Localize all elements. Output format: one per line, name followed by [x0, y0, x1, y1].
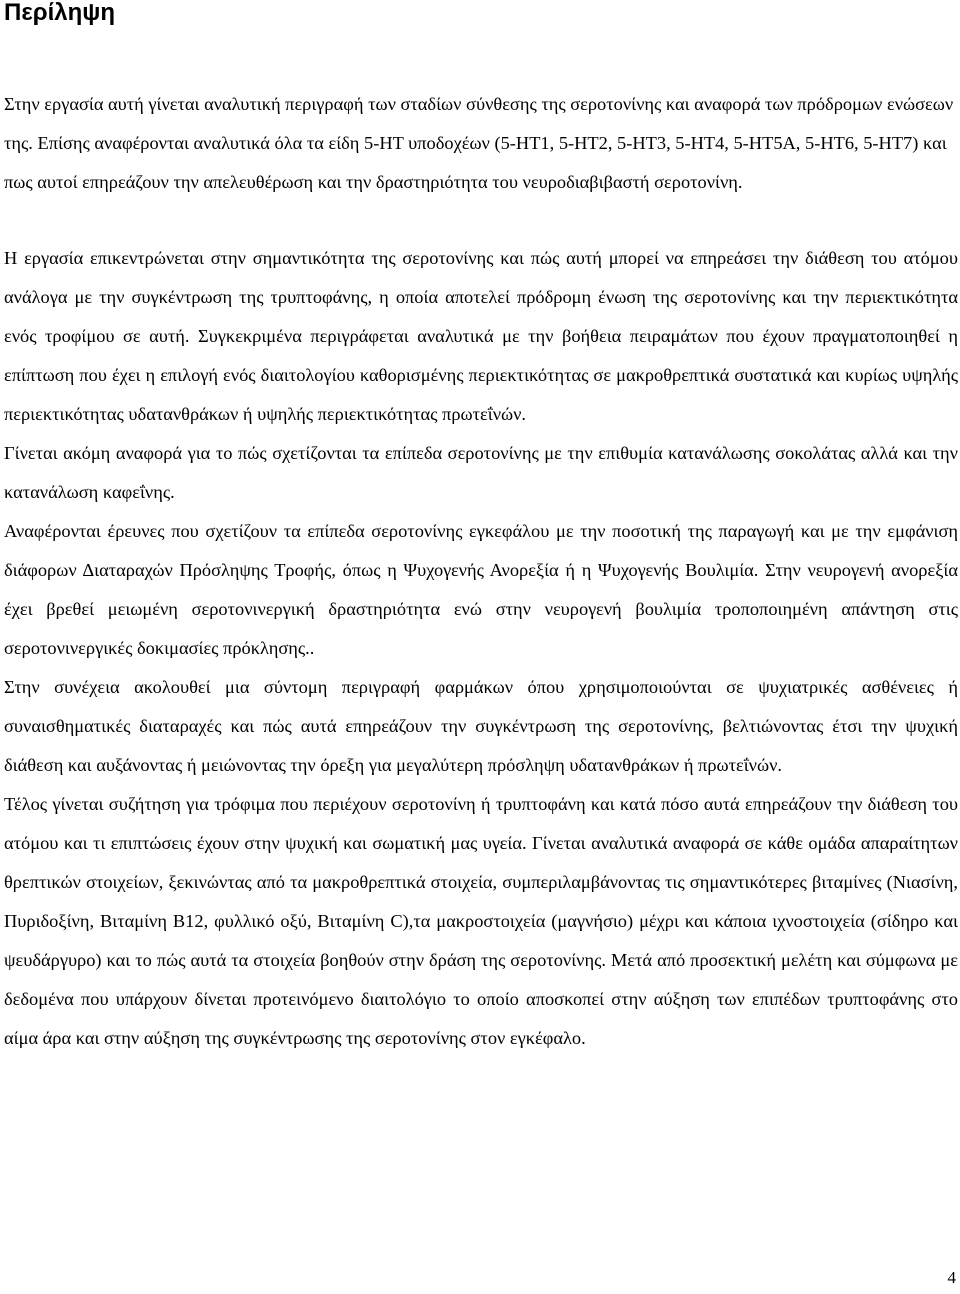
- paragraph-foods-nutrients: Τέλος γίνεται συζήτηση για τρόφιμα που περιέχουν σεροτονίνη ή τρυπτοφάνη και κατά πόσο αυτά επηρεάζουν την διάθεση του ατόμου και τι επιπτώσεις έχουν στην ψυχική και σωματική μας υγεία. Γίνεται αναλυτικά αναφορά σε κάθε ομάδα απαραίτητων θρεπτικών στοιχείων, ξεκινώντας από τα μακροθρεπτικά στοιχεία, συμπεριλαμβάνοντας τις σημαντικότερες βιταμίνες (Νιασίνη, Πυριδοξίνη, Βιταμίνη Β12, φυλλικό οξύ, Βιταμίνη C),τα μακροστοιχεία (μαγνήσιο) μέχρι και κάποια ιχνοστοιχεία (σίδηρο και ψευδάργυρο) και το πώς αυτά τα στοιχεία βοηθούν στην δράση της σεροτονίνης. Μετά από προσεκτική μελέτη και σύμφωνα με δεδομένα που υπάρχουν δίνεται προτεινόμενο διαιτολόγιο το οποίο αποσκοπεί στην αύξηση των επιπέδων τρυπτοφάνης στο αίμα άρα και στην αύξηση της συγκέντρωσης της σεροτονίνης στον εγκέφαλο.: [4, 794, 958, 1048]
- intro-section: [4, 85, 958, 202]
- page-number: 4: [947, 1268, 956, 1287]
- paragraph-medications: Στην συνέχεια ακολουθεί μια σύντομη περιγραφή φαρμάκων όπου χρησιμοποιούνται σε ψυχιατρικές ασθένειες ή συναισθηματικές διαταραχές και πώς αυτά επηρεάζουν την συγκέντρωση της σεροτονίνης, βελτιώνοντας έτσι την ψυχική διάθεση και αυξάνοντας ή μειώνοντας την όρεξη για μεγαλύτερη πρόσληψη υδατανθράκων ή πρωτεΐνών.: [4, 677, 958, 775]
- main-section: [4, 239, 958, 1058]
- paragraph-chocolate-caffeine: Γίνεται ακόμη αναφορά για το πώς σχετίζονται τα επίπεδα σεροτονίνης με την επιθυμία κατανάλωσης σοκολάτας αλλά και την κατανάλωση καφεΐνης.: [4, 443, 958, 502]
- page-title: Περίληψη: [4, 0, 115, 26]
- intro-paragraph: Στην εργασία αυτή γίνεται αναλυτική περιγραφή των σταδίων σύνθεσης της σεροτονίνης και αναφορά των πρόδρομων ενώσεων της. Επίσης αναφέρονται αναλυτικά όλα τα είδη 5-HT υποδοχέων (5-HT1, 5-HT2, 5-HT3, 5-HT4, 5-HT5A, 5-HT6, 5-HT7) και πως αυτοί επηρεάζουν την απελευθέρωση και την δραστηριότητα του νευροδιαβιβαστή σεροτονίνη.: [4, 94, 954, 192]
- paragraph-focus: Η εργασία επικεντρώνεται στην σημαντικότητα της σεροτονίνης και πώς αυτή μπορεί να επηρεάσει την διάθεση του ατόμου ανάλογα με την συγκέντρωση της τρυπτοφάνης, η οποία αποτελεί πρόδρομη ένωση της σεροτονίνης και την περιεκτικότητα ενός τροφίμου σε αυτή. Συγκεκριμένα περιγράφεται αναλυτικά με την βοήθεια πειραμάτων που έχουν πραγματοποιηθεί η επίπτωση που έχει η επιλογή ενός διαιτολογίου καθορισμένης περιεκτικότητας σε μακροθρεπτικά συστατικά και κυρίως υψηλής περιεκτικότητας υδατανθράκων ή υψηλής περιεκτικότητας πρωτεΐνών.: [4, 248, 958, 424]
- paragraph-eating-disorders: Αναφέρονται έρευνες που σχετίζουν τα επίπεδα σεροτονίνης εγκεφάλου με την ποσοτική της παραγωγή και με την εμφάνιση διάφορων Διαταραχών Πρόσληψης Τροφής, όπως η Ψυχογενής Ανορεξία ή η Ψυχογενής Βουλιμία. Στην νευρογενή ανορεξία έχει βρεθεί μειωμένη σεροτονινεργική δραστηριότητα ενώ στην νευρογενή βουλιμία τροποποιημένη απάντηση στις σεροτονινεργικές δοκιμασίες πρόκλησης..: [4, 521, 958, 658]
